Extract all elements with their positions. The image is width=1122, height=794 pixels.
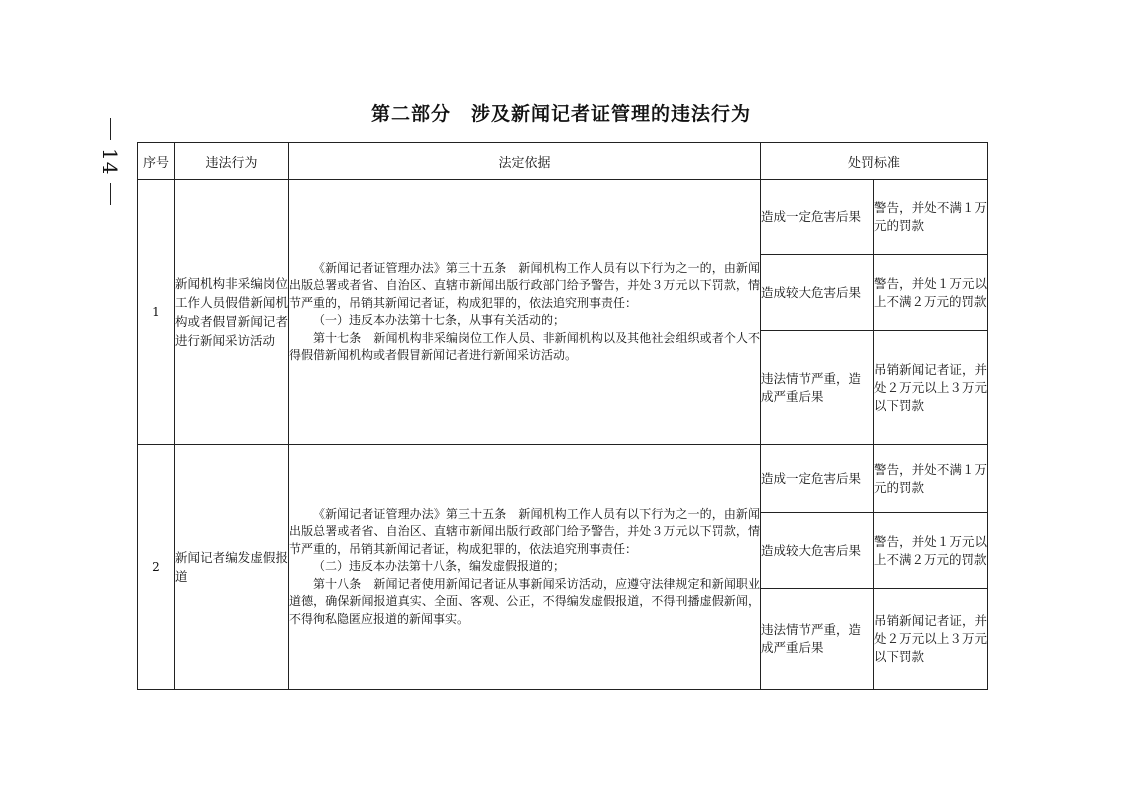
row-seq: 1 xyxy=(138,180,175,445)
penalty-consequence: 造成一定危害后果 xyxy=(761,180,874,255)
row-violation: 新闻记者编发虚假报道 xyxy=(175,445,289,690)
table-header-row xyxy=(138,143,988,180)
penalty-standard: 吊销新闻记者证，并处２万元以上３万元以下罚款 xyxy=(874,331,988,445)
page-title: 第二部分 涉及新闻记者证管理的违法行为 xyxy=(370,103,751,125)
penalty-standard: 警告，并处不满１万元的罚款 xyxy=(874,180,988,255)
penalty-consequence: 造成一定危害后果 xyxy=(761,445,874,513)
basis-paragraph: 第十七条 新闻机构非采编岗位工作人员、非新闻机构以及其他社会组织或者个人不得假借新闻机构或者假冒新闻记者进行新闻采访活动。 xyxy=(289,330,760,362)
header-seq: 序号 xyxy=(138,143,175,180)
basis-paragraph: 《新闻记者证管理办法》第三十五条 新闻机构工作人员有以下行为之一的，由新闻出版总署或者省、自治区、直辖市新闻出版行政部门给予警告，并处３万元以下罚款，情节严重的，吊销其新闻记者证，构成犯罪的，依法追究刑事责任： xyxy=(289,260,760,310)
penalty-consequence: 违法情节严重，造成严重后果 xyxy=(761,589,874,690)
basis-paragraph: （二）违反本办法第十八条，编发虚假报道的； xyxy=(313,559,566,574)
row-violation: 新闻机构非采编岗位工作人员假借新闻机构或者假冒新闻记者进行新闻采访活动 xyxy=(175,180,289,445)
penalty-consequence: 造成较大危害后果 xyxy=(761,255,874,331)
header-violation: 违法行为 xyxy=(175,143,289,180)
basis-paragraph: 第十八条 新闻记者使用新闻记者证从事新闻采访活动，应遵守法律规定和新闻职业道德，确保新闻报道真实、全面、客观、公正，不得编发虚假报道，不得刊播虚假新闻，不得徇私隐匿应报道的新闻事实。 xyxy=(289,576,760,626)
row-seq: 2 xyxy=(138,445,175,690)
page-number-dash-bottom xyxy=(110,183,111,205)
page-number xyxy=(96,118,124,205)
page-number-text: 14 xyxy=(98,148,122,176)
penalty-consequence: 造成较大危害后果 xyxy=(761,513,874,589)
violations-table xyxy=(137,142,988,690)
header-basis: 法定依据 xyxy=(289,143,761,180)
table-row xyxy=(138,445,988,513)
header-penalty: 处罚标准 xyxy=(761,143,988,180)
row-basis xyxy=(289,180,761,445)
penalty-standard: 吊销新闻记者证，并处２万元以上３万元以下罚款 xyxy=(874,589,988,690)
table-row xyxy=(138,180,988,255)
basis-paragraph: 《新闻记者证管理办法》第三十五条 新闻机构工作人员有以下行为之一的，由新闻出版总署或者省、自治区、直辖市新闻出版行政部门给予警告，并处３万元以下罚款，情节严重的，吊销其新闻记者证，构成犯罪的，依法追究刑事责任： xyxy=(289,506,760,556)
row-basis xyxy=(289,445,761,690)
penalty-standard: 警告，并处不满１万元的罚款 xyxy=(874,445,988,513)
penalty-standard: 警告，并处１万元以上不满２万元的罚款 xyxy=(874,513,988,589)
penalty-consequence: 违法情节严重，造成严重后果 xyxy=(761,331,874,445)
penalty-standard: 警告，并处１万元以上不满２万元的罚款 xyxy=(874,255,988,331)
basis-paragraph: （一）违反本办法第十七条，从事有关活动的； xyxy=(313,313,566,327)
